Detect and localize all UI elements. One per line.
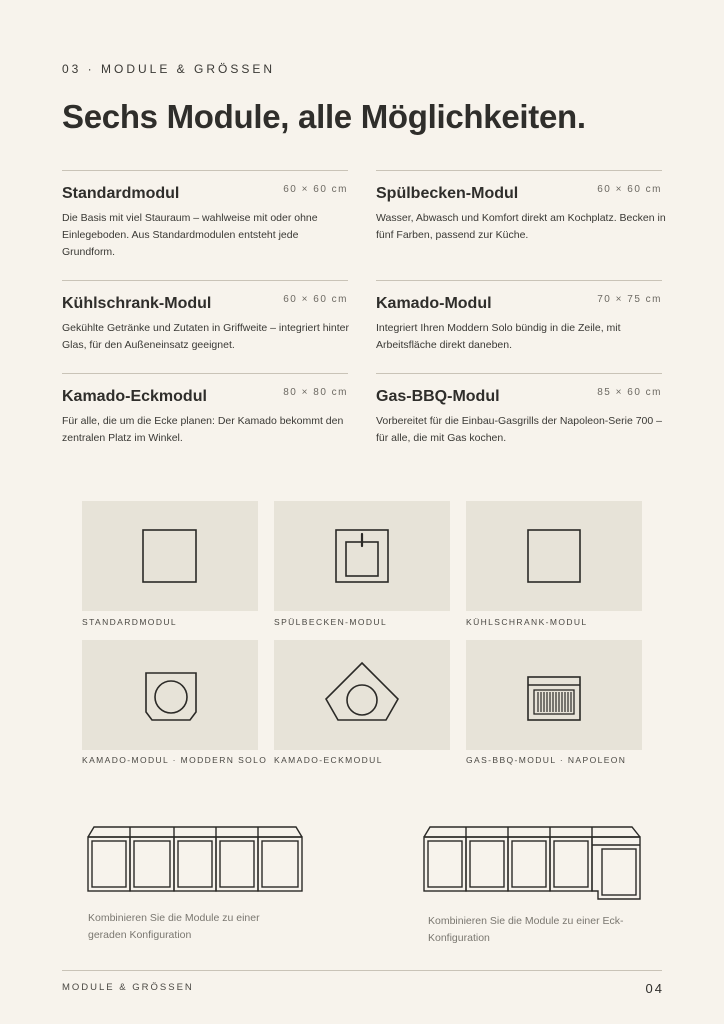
module-standard: [62, 170, 348, 258]
divider: [62, 280, 348, 281]
module-description: Gekühlte Getränke und Zutaten in Griffweite – integriert hinter Glas, für den Außeneinsatz geeignet.: [62, 322, 349, 351]
module-gas-bbq: [376, 373, 662, 444]
module-kamado: [376, 280, 662, 351]
tile-caption: KAMADO-MODUL · MODDERN SOLO: [82, 755, 268, 765]
sink-module-icon: [274, 501, 450, 611]
module-fridge: [62, 280, 349, 351]
module-size: 70 × 75 cm: [597, 294, 662, 305]
straight-configuration-icon: [86, 825, 306, 895]
module-name: Gas-BBQ-Modul: [376, 388, 500, 405]
tile-caption: STANDARDMODUL: [82, 617, 178, 627]
page-title: Sechs Module, alle Möglichkeiten.: [62, 98, 586, 135]
divider: [376, 170, 662, 171]
module-size: 60 × 60 cm: [597, 184, 662, 195]
module-size: 85 × 60 cm: [597, 387, 662, 398]
corner-configuration-icon: [422, 825, 646, 905]
module-description: Die Basis mit viel Stauraum – wahlweise mit oder ohne Einlegeboden. Aus Standardmodulen entsteht jede Grundform.: [62, 212, 318, 258]
module-size: 60 × 60 cm: [283, 184, 348, 195]
module-description: Integriert Ihren Moddern Solo bündig in die Zeile, mit Arbeitsfläche direkt daneben.: [376, 322, 621, 351]
standard-module-icon: [82, 501, 258, 611]
module-description: Vorbereitet für die Einbau-Gasgrills der Napoleon-Serie 700 – für alle, die mit Gas kochen.: [376, 415, 662, 444]
tile-caption: SPÜLBECKEN-MODUL: [274, 617, 388, 627]
tile-caption: KÜHLSCHRANK-MODUL: [466, 617, 588, 627]
kamado-corner-module-icon: [274, 640, 450, 750]
module-name: Spülbecken-Modul: [376, 185, 519, 202]
tile-sink: [274, 501, 450, 611]
footer-divider: [62, 970, 662, 971]
divider: [376, 280, 662, 281]
divider: [376, 373, 662, 374]
module-name: Kühlschrank-Modul: [62, 295, 212, 312]
module-name: Kamado-Modul: [376, 295, 492, 312]
section-eyebrow: 03 · MODULE & GRÖSSEN: [62, 62, 276, 76]
kamado-module-icon: [82, 640, 258, 750]
tile-kamado-corner: [274, 640, 450, 750]
module-name: Kamado-Eckmodul: [62, 388, 207, 405]
module-description: Wasser, Abwasch und Komfort direkt am Kochplatz. Becken in fünf Farben, passend zur Küche.: [376, 212, 666, 241]
tile-caption: KAMADO-ECKMODUL: [274, 755, 383, 765]
tile-gas-bbq: [466, 640, 642, 750]
divider: [62, 170, 348, 171]
corner-configuration: [422, 825, 646, 910]
page-number: 04: [645, 981, 664, 996]
tile-caption: GAS-BBQ-MODUL · NAPOLEON: [466, 755, 627, 765]
module-kamado-corner: [62, 373, 348, 444]
module-description: Für alle, die um die Ecke planen: Der Kamado bekommt den zentralen Platz im Winkel.: [62, 415, 344, 444]
module-name: Standardmodul: [62, 185, 180, 202]
divider: [62, 373, 348, 374]
configuration-caption: Kombinieren Sie die Module zu einer Eck-Konfiguration: [428, 915, 624, 944]
footer-label: MODULE & GRÖSSEN: [62, 982, 194, 993]
configuration-caption: Kombinieren Sie die Module zu einer geraden Konfiguration: [88, 912, 260, 941]
module-size: 80 × 80 cm: [283, 387, 348, 398]
module-size: 60 × 60 cm: [283, 294, 348, 305]
gas-bbq-module-icon: [466, 640, 642, 750]
tile-fridge: [466, 501, 642, 611]
tile-kamado: [82, 640, 258, 750]
tile-standard: [82, 501, 258, 611]
module-sink: [376, 170, 666, 241]
fridge-module-icon: [466, 501, 642, 611]
straight-configuration: [86, 825, 306, 900]
